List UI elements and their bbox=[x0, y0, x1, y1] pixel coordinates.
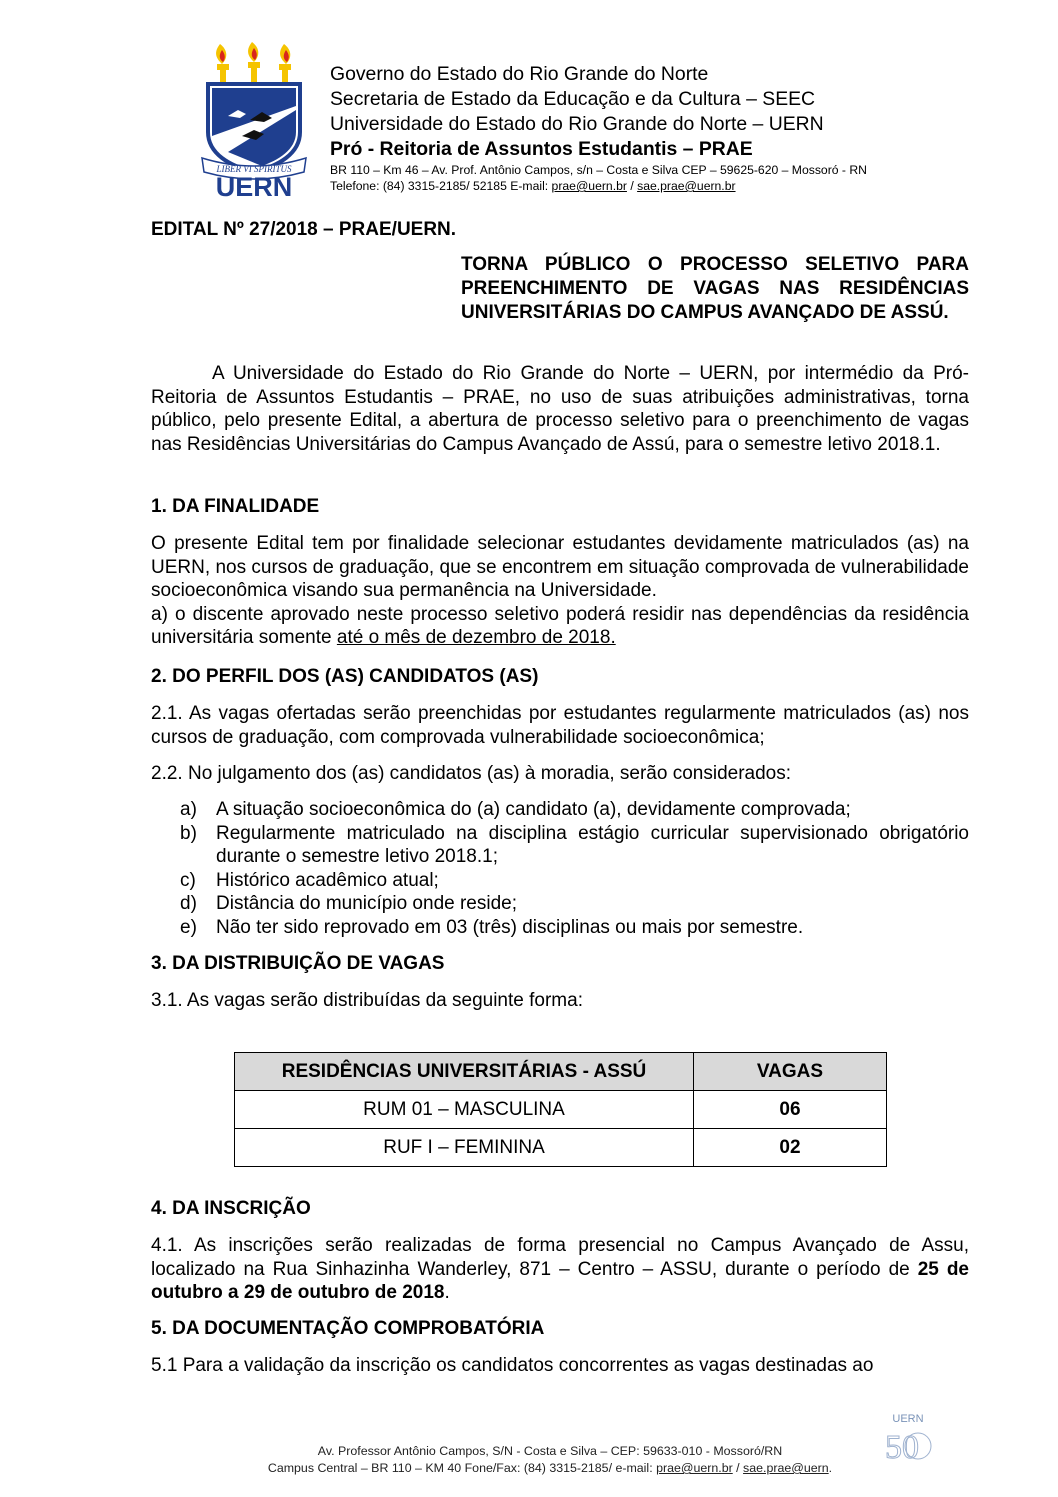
footer-email-link[interactable]: prae@uern.br bbox=[656, 1461, 733, 1475]
uern-logo bbox=[198, 40, 310, 198]
section-1-item-a-text: a) o discente aprovado neste processo seletivo poderá residir nas dependências da residência universitária somente bbox=[151, 603, 969, 648]
logo-banner-text: LIBER VI SPIRITUS bbox=[216, 164, 292, 174]
list-text: Não ter sido reprovado em 03 (três) disciplinas ou mais por semestre. bbox=[216, 916, 804, 938]
footer-email-link-2[interactable]: sae.prae@uern bbox=[743, 1461, 829, 1475]
section-2-2-paragraph: 2.2. No julgamento dos (as) candidatos (as) à moradia, serão considerados: bbox=[151, 763, 792, 784]
footer-logo-text: UERN bbox=[892, 1413, 924, 1425]
section-3-1-paragraph: 3.1. As vagas serão distribuídas da seguinte forma: bbox=[151, 990, 583, 1011]
section-4-text: 4.1. As inscrições serão realizadas de forma presencial no Campus Avançado de Assu, localizado na Rua Sinhazinha Wanderley, 871 – Centro – ASSU, durante o período de bbox=[151, 1235, 969, 1280]
section-4-title: 4. DA INSCRIÇÃO bbox=[151, 1198, 311, 1219]
intro-paragraph: A Universidade do Estado do Rio Grande do Norte – UERN, por intermédio da Pró-Reitoria de Assuntos Estudantis – PRAE, no uso de suas atribuições administrativas, torna público, pelo presente Edital, a abertura de processo seletivo para o preenchimento de vagas nas Residências Universitárias do Campus Avançado de Assú, para o semestre letivo 2018.1. bbox=[151, 363, 969, 455]
uern-50-years-logo bbox=[868, 1410, 948, 1466]
residence-name: RUM 01 – MASCULINA bbox=[235, 1091, 694, 1129]
letterhead bbox=[330, 62, 990, 194]
list-item bbox=[151, 822, 969, 869]
list-marker: e) bbox=[180, 916, 197, 938]
section-1-deadline: até o mês de dezembro de 2018. bbox=[336, 627, 616, 648]
torch-icon bbox=[216, 44, 229, 84]
section-2-title: 2. DO PERFIL DOS (AS) CANDIDATOS (AS) bbox=[151, 666, 539, 687]
header-line-prae: Pró - Reitoria de Assuntos Estudantis – PRAE bbox=[330, 138, 753, 160]
header-line-university: Universidade do Estado do Rio Grande do Norte – UERN bbox=[330, 113, 824, 135]
list-marker: a) bbox=[180, 799, 197, 820]
table-row bbox=[235, 1129, 887, 1167]
list-item bbox=[151, 798, 969, 822]
residence-name: RUF I – FEMININA bbox=[235, 1129, 694, 1167]
footer-contact bbox=[200, 1460, 900, 1477]
header-email-link-2[interactable]: sae.prae@uern.br bbox=[637, 179, 736, 193]
uern-crest-icon bbox=[198, 40, 310, 198]
header-address: BR 110 – Km 46 – Av. Prof. Antônio Campos, s/n – Costa e Silva CEP – 59625-620 – Mossoró - RN bbox=[330, 163, 867, 177]
vacancies-table bbox=[234, 1052, 887, 1167]
list-text: Histórico acadêmico atual; bbox=[216, 869, 439, 891]
list-marker: b) bbox=[180, 822, 197, 844]
section-4-end: . bbox=[444, 1282, 450, 1303]
section-4-1-paragraph bbox=[151, 1234, 969, 1305]
footer-contact-text: Campus Central – BR 110 – KM 40 Fone/Fax: (84) 3315-2185/ e-mail: bbox=[267, 1461, 657, 1475]
header-email-link[interactable]: prae@uern.br bbox=[551, 179, 627, 193]
list-item bbox=[151, 916, 969, 940]
header-email-separator: / bbox=[626, 179, 638, 193]
section-5-title: 5. DA DOCUMENTAÇÃO COMPROBATÓRIA bbox=[151, 1318, 545, 1339]
list-text: Distância do município onde reside; bbox=[216, 893, 518, 914]
table-header-row bbox=[235, 1053, 887, 1091]
section-1-item-a bbox=[151, 603, 969, 650]
edital-subject: TORNA PÚBLICO O PROCESSO SELETIVO PARA PREENCHIMENTO DE VAGAS NAS RESIDÊNCIAS UNIVERSITÁRIAS DO CAMPUS AVANÇADO DE ASSÚ. bbox=[461, 254, 969, 323]
header-line-secretariat: Secretaria de Estado da Educação e da Cultura – SEEC bbox=[330, 88, 816, 110]
section-1-paragraph: O presente Edital tem por finalidade selecionar estudantes devidamente matriculados (as) na UERN, nos cursos de graduação, que se encontrem em situação comprovada de vulnerabilidade socioeconômica visando sua permanência na Universidade. bbox=[151, 533, 969, 601]
list-item bbox=[151, 892, 969, 916]
section-1-body bbox=[151, 532, 969, 650]
section-5-1-paragraph: 5.1 Para a validação da inscrição os candidatos concorrentes as vagas destinadas ao bbox=[151, 1355, 874, 1376]
header-line-government: Governo do Estado do Rio Grande do Norte bbox=[330, 63, 709, 85]
edital-number: EDITAL Nº 27/2018 – PRAE/UERN. bbox=[151, 219, 457, 240]
header-phone: Telefone: (84) 3315-2185/ 52185 E-mail: bbox=[330, 179, 552, 193]
section-2-1-paragraph: 2.1. As vagas ofertadas serão preenchidas por estudantes regularmente matriculados (as) nos cursos de graduação, com comprovada vulnerabilidade socioeconômica; bbox=[151, 703, 969, 748]
registration-period: 25 de outubro a 29 de outubro de 2018 bbox=[151, 1258, 969, 1303]
residence-vacancies: 02 bbox=[694, 1129, 887, 1167]
logo-text: UERN bbox=[215, 172, 293, 198]
footer-end: . bbox=[828, 1461, 833, 1475]
footer-logo-number: 50 bbox=[885, 1429, 919, 1466]
table-header-vacancies: VAGAS bbox=[694, 1053, 887, 1091]
table-header-residences: RESIDÊNCIAS UNIVERSITÁRIAS - ASSÚ bbox=[235, 1053, 694, 1091]
residence-vacancies: 06 bbox=[694, 1091, 887, 1129]
page-footer bbox=[200, 1443, 900, 1477]
table-row bbox=[235, 1091, 887, 1129]
section-1-title: 1. DA FINALIDADE bbox=[151, 496, 320, 517]
list-text: Regularmente matriculado na disciplina estágio curricular supervisionado obrigatório durante o semestre letivo 2018.1; bbox=[216, 822, 969, 867]
section-3-title: 3. DA DISTRIBUIÇÃO DE VAGAS bbox=[151, 953, 445, 974]
header-contact bbox=[330, 178, 990, 194]
list-item bbox=[151, 869, 969, 893]
list-marker: c) bbox=[180, 869, 196, 891]
list-text: A situação socioeconômica do (a) candidato (a), devidamente comprovada; bbox=[216, 799, 851, 820]
footer-address: Av. Professor Antônio Campos, S/N - Costa e Silva – CEP: 59633-010 - Mossoró/RN bbox=[317, 1444, 783, 1458]
footer-email-separator: / bbox=[732, 1461, 744, 1475]
section-2-criteria-list bbox=[151, 798, 969, 939]
list-marker: d) bbox=[180, 893, 197, 914]
anniversary-seal-icon bbox=[868, 1410, 948, 1466]
